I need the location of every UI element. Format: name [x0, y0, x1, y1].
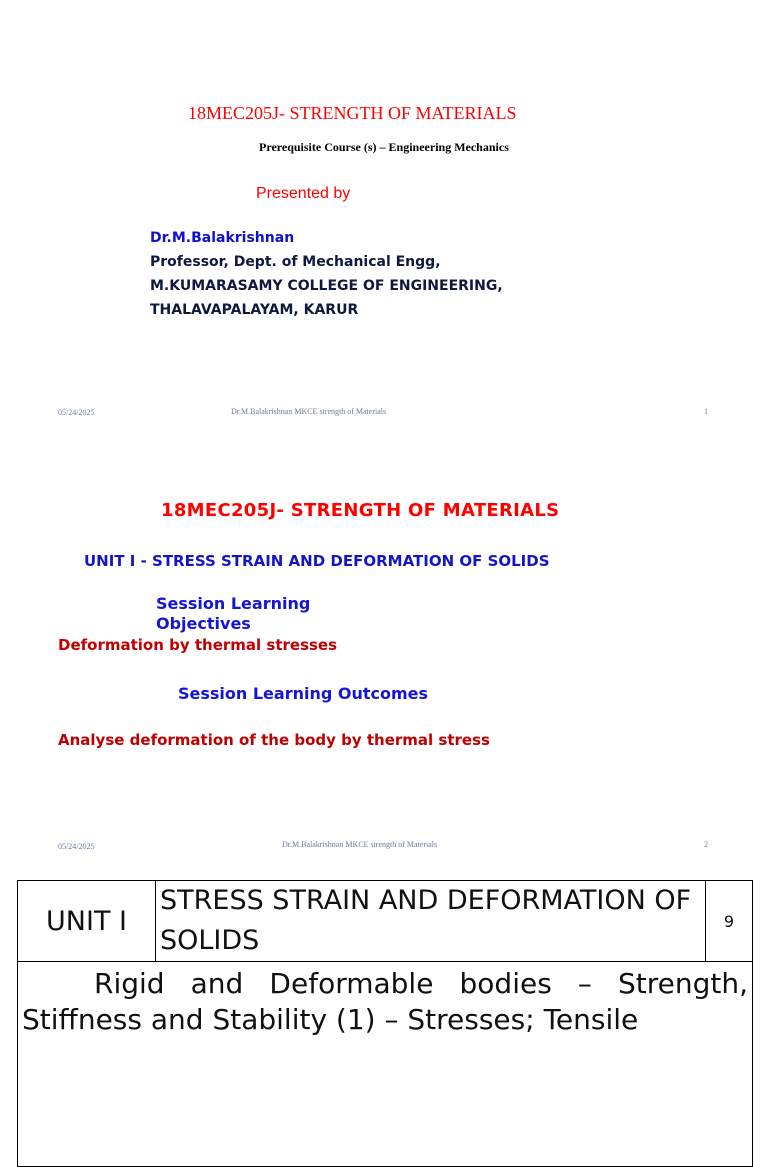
- outcomes-text: Analyse deformation of the body by thermal stress: [58, 731, 490, 749]
- slide2-footer-center: Dr.M.Balakrishnan MKCE strength of Materials: [282, 840, 438, 849]
- slide1-title: 18MEC205J- STRENGTH OF MATERIALS: [188, 103, 517, 123]
- slide2-footer-date: 05/24/2025: [58, 842, 95, 851]
- presenter-role: Professor, Dept. of Mechanical Engg,: [150, 254, 441, 270]
- objectives-heading: Session Learning Objectives: [156, 594, 311, 633]
- slide1-footer-center: Dr.M.Balakrishnan MKCE strength of Materials: [231, 407, 387, 416]
- syllabus-header-row: [18, 881, 753, 962]
- objectives-text: Deformation by thermal stresses: [58, 636, 338, 654]
- slide2-unit-heading: UNIT I - STRESS STRAIN AND DEFORMATION OF SOLIDS: [84, 552, 550, 570]
- slide1-prerequisite: Prerequisite Course (s) – Engineering Mechanics: [259, 140, 509, 154]
- outcomes-heading: Session Learning Outcomes: [178, 684, 429, 703]
- syllabus-topic-cell: STRESS STRAIN AND DEFORMATION OF SOLIDS: [156, 881, 706, 962]
- slide1-footer-date: 05/24/2025: [58, 408, 95, 417]
- presenter-name: Dr.M.Balakrishnan: [150, 230, 295, 246]
- slide1-presented-by: Presented by: [256, 185, 351, 202]
- syllabus-body-cell: Rigid and Deformable bodies – Strength, Stiffness and Stability (1) – Stresses; Tensile: [18, 962, 753, 1167]
- presenter-info: [150, 226, 503, 322]
- slide1-page-number: 1: [704, 407, 708, 416]
- slide2-page-number: 2: [704, 840, 708, 849]
- slide2-title: 18MEC205J- STRENGTH OF MATERIALS: [161, 500, 560, 521]
- syllabus-body-row: [18, 962, 753, 1167]
- presenter-location: THALAVAPALAYAM, KARUR: [150, 302, 359, 318]
- syllabus-unit-cell: UNIT I: [18, 881, 156, 962]
- presenter-college: M.KUMARASAMY COLLEGE OF ENGINEERING,: [150, 278, 503, 294]
- syllabus-hours-cell: 9: [706, 881, 753, 962]
